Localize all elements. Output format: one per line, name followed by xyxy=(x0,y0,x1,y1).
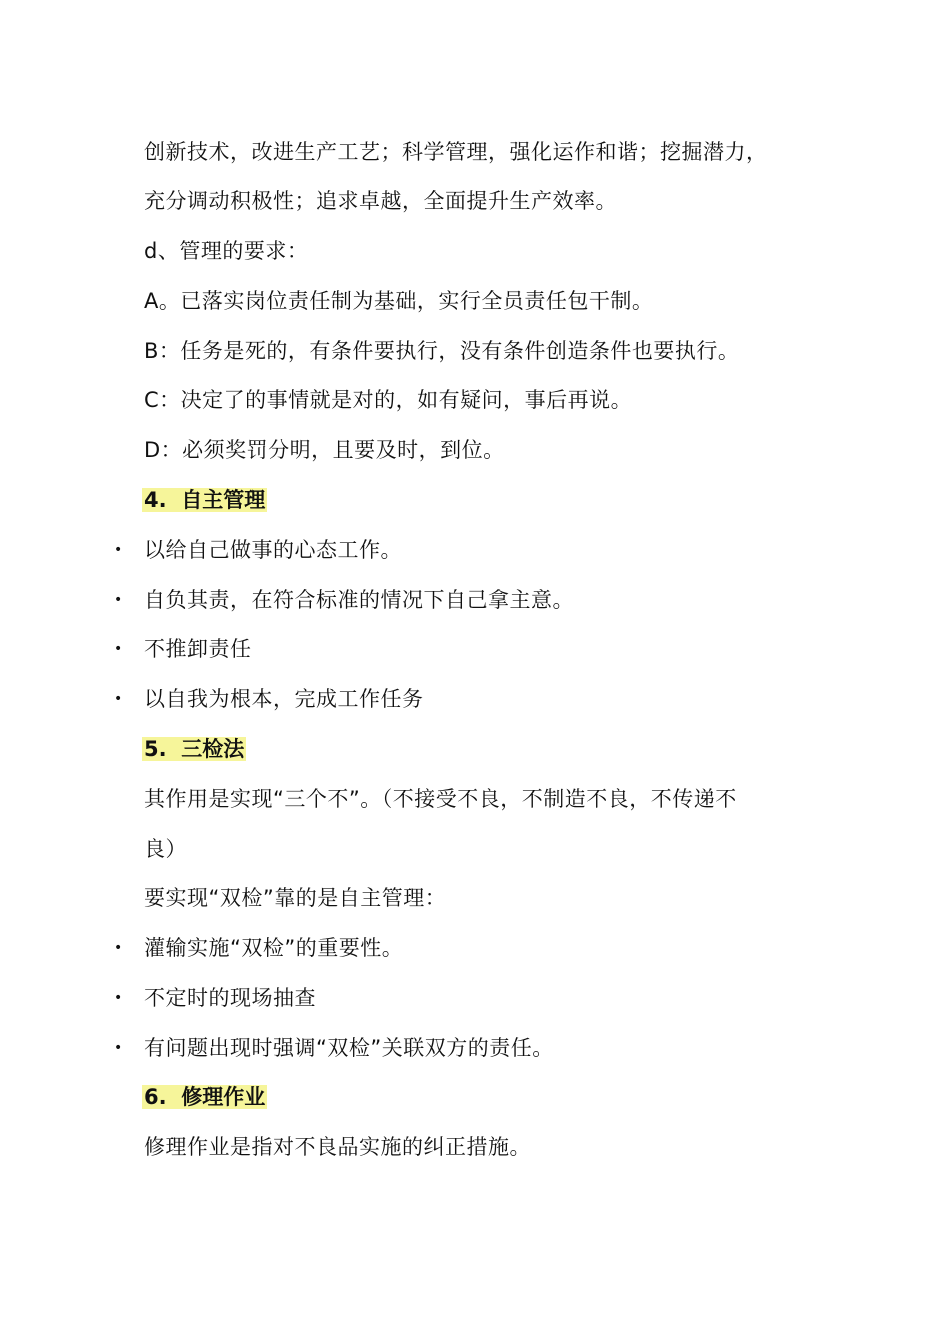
paragraph-line: 修理作业是指对不良品实施的纠正措施。 xyxy=(144,1135,531,1159)
bullet-dot: • xyxy=(114,592,123,608)
list-item: 以给自己做事的心态工作。 xyxy=(144,538,402,562)
section-number: 4. xyxy=(144,488,167,512)
section-title: 自主管理 xyxy=(181,488,266,512)
bullet-dot: • xyxy=(114,1040,123,1056)
bullet-dot: • xyxy=(114,990,123,1006)
section-heading-5 xyxy=(142,734,246,764)
paragraph-line: 良） xyxy=(144,837,187,861)
section-title: 修理作业 xyxy=(181,1085,266,1109)
section-title: 三检法 xyxy=(181,737,245,761)
list-item: 不推卸责任 xyxy=(144,637,252,661)
bullet-dot: • xyxy=(114,940,123,956)
paragraph-line: 其作用是实现“三个不”。（不接受不良，不制造不良，不传递不 xyxy=(144,787,737,811)
requirement-c: C：决定了的事情就是对的，如有疑问，事后再说。 xyxy=(144,388,633,412)
bullet-dot: • xyxy=(114,542,123,558)
section-heading-6 xyxy=(142,1082,267,1112)
paragraph-line: 要实现“双检”靠的是自主管理： xyxy=(144,886,447,910)
section-number: 6. xyxy=(144,1085,167,1109)
bullet-dot: • xyxy=(114,641,123,657)
requirement-d: D：必须奖罚分明，且要及时，到位。 xyxy=(144,438,505,462)
section-number: 5. xyxy=(144,737,167,761)
requirement-b: B：任务是死的，有条件要执行，没有条件创造条件也要执行。 xyxy=(144,339,740,363)
list-item: 以自我为根本，完成工作任务 xyxy=(144,687,424,711)
requirement-a: A。已落实岗位责任制为基础，实行全员责任包干制。 xyxy=(144,289,654,313)
list-item: 不定时的现场抽查 xyxy=(144,986,316,1010)
list-item: 灌输实施“双检”的重要性。 xyxy=(144,936,404,960)
paragraph-line: 充分调动积极性；追求卓越，全面提升生产效率。 xyxy=(144,189,617,213)
requirements-title: d、管理的要求： xyxy=(144,239,309,263)
paragraph-line: 创新技术，改进生产工艺；科学管理，强化运作和谐；挖掘潜力， xyxy=(144,140,768,164)
bullet-dot: • xyxy=(114,691,123,707)
section-heading-4 xyxy=(142,485,267,515)
list-item: 自负其责，在符合标准的情况下自己拿主意。 xyxy=(144,588,574,612)
list-item: 有问题出现时强调“双检”关联双方的责任。 xyxy=(144,1036,554,1060)
